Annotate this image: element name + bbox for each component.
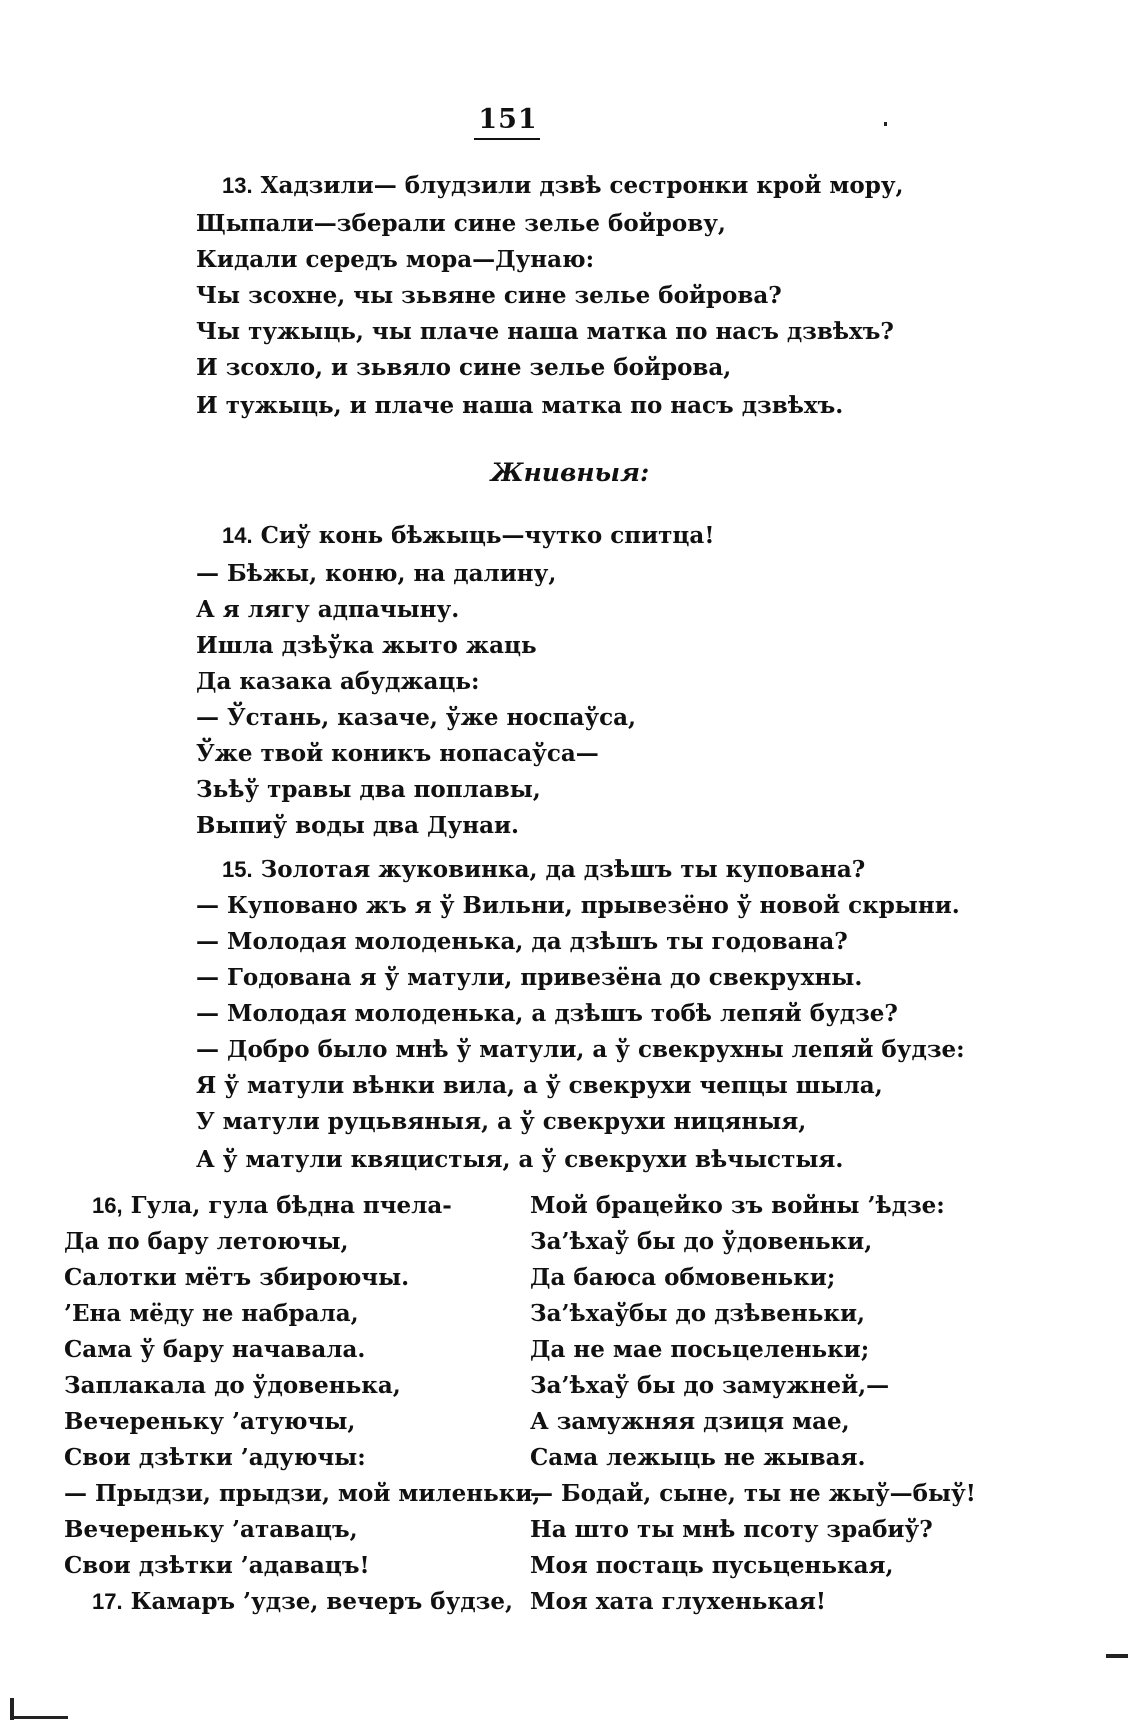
song-16-right-line-2: За’ѣхаў бы до ўдовеньки, <box>530 1228 873 1255</box>
song-15-number: 15. <box>222 857 253 882</box>
song-15-line-9: А ў матули квяцистыя, а ў свекрухи вѣчыстыя. <box>196 1146 844 1173</box>
scan-speck <box>884 122 887 126</box>
song-15-line-7: Я ў матули вѣнки вила, а ў свекрухи чепцы шыла, <box>196 1072 883 1099</box>
song-17-number: 17. <box>92 1589 123 1614</box>
song-15-line-1 <box>222 856 865 884</box>
song-15-line-8: У матули руцьвяныя, а ў свекрухи ницяныя, <box>196 1108 807 1135</box>
song-14-line-1 <box>222 522 714 550</box>
song-16-right-line-6: За’ѣхаў бы до замужней,— <box>530 1372 890 1399</box>
song-16-left-line-4: ’Ена мёду не набрала, <box>64 1300 359 1327</box>
song-16-left-line-7: Вечереньку ’атуючы, <box>64 1408 356 1435</box>
song-14-line-8: Зьѣў травы два поплавы, <box>196 776 541 803</box>
song-16-left-line-2: Да по бару летоючы, <box>64 1228 349 1255</box>
song-14-line-4: Ишла дзѣўка жыто жаць <box>196 632 537 659</box>
song-16-left-line-9: — Прыдзи, прыдзи, мой миленьки, <box>64 1480 541 1507</box>
page-number-rule <box>474 138 540 140</box>
song-15-line-3: — Молодая молоденька, да дзѣшъ ты годована? <box>196 928 848 955</box>
song-16-right-line-7: А замужняя дзиця мае, <box>530 1408 850 1435</box>
song-16-right-line-5: Да не мае посьцеленьки; <box>530 1336 870 1363</box>
song-15-line-1-text: Золотая жуковинка, да дзѣшъ ты купована? <box>260 856 866 883</box>
song-13-line-2: Щыпали—збeрали сине зелье бойрову, <box>196 210 726 237</box>
song-17-line-1 <box>92 1588 513 1616</box>
song-14-line-9: Выпиў воды два Дунаи. <box>196 812 520 839</box>
song-14-number: 14. <box>222 523 253 548</box>
page-number: 151 <box>478 104 538 135</box>
song-13-line-1-text: Хадзили— блудзили дзвѣ сестронки крой мору, <box>260 172 904 199</box>
song-14-line-1-text: Сиў конь бѣжыць—чутко спитца! <box>260 522 715 549</box>
song-15-line-4: — Годована я ў матули, привезёна до свекрухны. <box>196 964 863 991</box>
song-16-left-line-8: Свои дзѣтки ’адуючы: <box>64 1444 366 1471</box>
song-14-line-6: — Ўстань, казаче, ўже носпаўса, <box>196 704 637 731</box>
scan-speck <box>10 1716 68 1719</box>
song-16-right-line-10: На што ты мнѣ псоту зрабиў? <box>530 1516 933 1543</box>
song-14-line-5: Да казака абуджаць: <box>196 668 480 695</box>
song-14-line-2: — Бѣжы, коню, на далину, <box>196 560 557 587</box>
song-16-left-line-1 <box>92 1192 452 1220</box>
song-13-line-3: Кидали середъ мора—Дунаю: <box>196 246 595 273</box>
song-15-line-6: — Добро было мнѣ ў матули, а ў свекрухны лепяй будзе: <box>196 1036 965 1063</box>
song-13-line-5: Чы тужыць, чы плаче наша матка по насъ дзвѣхъ? <box>196 318 894 345</box>
song-16-left-line-5: Сама ў бару начавала. <box>64 1336 366 1363</box>
song-16-right-line-12: Моя хата глухенькая! <box>530 1588 827 1615</box>
song-15-line-2: — Куповано жъ я ў Вильни, прывезёно ў новой скрыни. <box>196 892 960 919</box>
song-14-line-7: Ўже твой коникъ нопасаўса— <box>196 740 599 767</box>
song-16-left-line-10: Вечереньку ’атавацъ, <box>64 1516 358 1543</box>
song-16-right-line-8: Сама лежыць не жывая. <box>530 1444 866 1471</box>
song-16-right-line-11: Моя постаць пусьценькая, <box>530 1552 894 1579</box>
song-16-number: 16, <box>92 1193 123 1218</box>
song-13-line-4: Чы зсохне, чы зьвяне сине зелье бойрова? <box>196 282 782 309</box>
song-16-left-line-6: Заплакала до ўдовенька, <box>64 1372 401 1399</box>
song-15-line-5: — Молодая молоденька, а дзѣшъ тобѣ лепяй будзе? <box>196 1000 898 1027</box>
song-16-left-line-3: Салотки мётъ збироючы. <box>64 1264 410 1291</box>
song-13-line-1 <box>222 172 904 200</box>
section-heading: Жнивныя: <box>490 458 650 487</box>
song-17-line-1-text: Камаръ ’удзе, вечеръ будзе, <box>130 1588 513 1615</box>
song-16-right-line-4: За’ѣхаўбы до дзѣвеньки, <box>530 1300 866 1327</box>
song-16-left-line-1-text: Гула, гула бѣдна пчела- <box>130 1192 452 1219</box>
scan-speck <box>1106 1654 1128 1658</box>
song-16-right-line-3: Да баюса обмовеньки; <box>530 1264 836 1291</box>
song-13-line-7: И тужыць, и плаче наша матка по насъ дзвѣхъ. <box>196 392 844 419</box>
song-16-right-line-9: — Бодай, сыне, ты не жыў—быў! <box>530 1480 976 1507</box>
song-13-number: 13. <box>222 173 253 198</box>
song-16-right-line-1: Мой брацейко зъ войны ’ѣдзе: <box>530 1192 945 1219</box>
song-13-line-6: И зсохло, и зьвяло сине зелье бойрова, <box>196 354 732 381</box>
song-16-left-line-11: Свои дзѣтки ’адавацъ! <box>64 1552 370 1579</box>
song-14-line-3: А я лягу адпачыну. <box>196 596 460 623</box>
